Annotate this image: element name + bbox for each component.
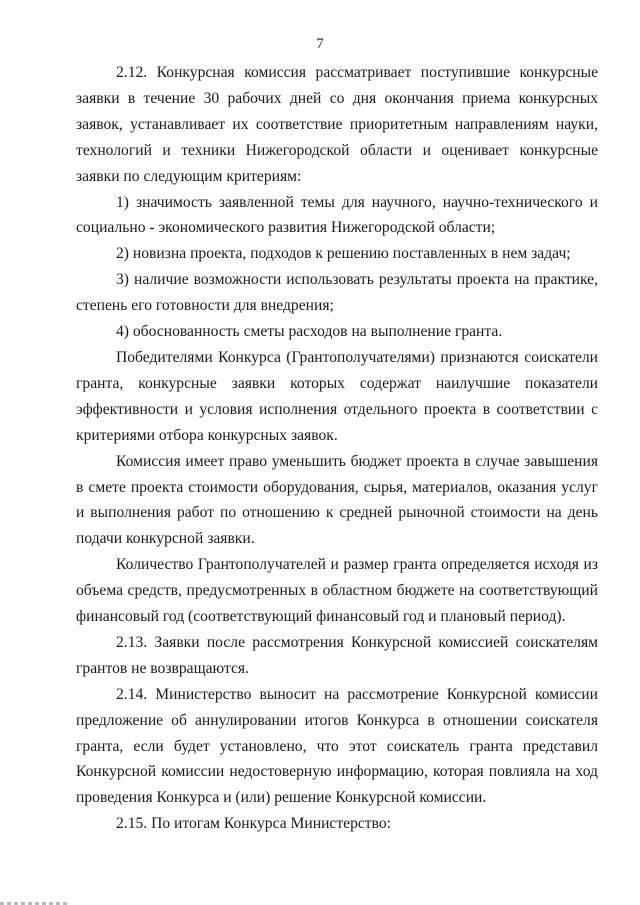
paragraph-commission-budget: Комиссия имеет право уменьшить бюджет проекта в случае завышения в смете проекта стоимости оборудования, сырья, материалов, оказания услуг и выполнения работ по отношению к средней рыночной стоимости на день подачи конкурсной заявки. [76,452,598,548]
paragraph-2-15: 2.15. По итогам Конкурса Министерство: [116,815,391,833]
paragraph-grant-amount: Количество Грантополучателей и размер гранта определяется исходя из объема средств, предусмотренных в областном бюджете на соответствующий финансовый год (соответствующий финансовый год и плановый период). [76,556,598,626]
criterion-4: 4) обоснованность сметы расходов на выполнение гранта. [116,323,503,341]
paragraph-2-12: 2.12. Конкурсная комиссия рассматривает поступившие конкурсные заявки в течение 30 рабочих дней со дня окончания приема конкурсных заявок, устанавливает их соответствие приоритетным направлениям науки, технологий и техники Нижегородской области и оценивает конкурсные заявки по следующим критериям: [76,64,598,185]
paragraph-2-13: 2.13. Заявки после рассмотрения Конкурсной комиссией соискателям грантов не возвращаются. [76,633,598,677]
paragraph-winners: Победителями Конкурса (Грантополучателями) признаются соискатели гранта, конкурсные заявки которых содержат наилучшие показатели эффективности и условия исполнения отдельного проекта в соответствии с критериями отбора конкурсных заявок. [76,348,598,444]
page-number: 7 [316,36,324,52]
paragraph-2-14: 2.14. Министерство выносит на рассмотрение Конкурсной комиссии предложение об аннулировании итогов Конкурса в отношении соискателя гранта, если будет установлено, что этот соискатель гранта представил Конкурсной комиссии недостоверную информацию, которая повлияла на ход проведения Конкурса и (или) решение Конкурсной комиссии. [76,685,598,807]
criterion-1: 1) значимость заявленной темы для научного, научно-технического и социально - экономического развития Нижегородской области; [76,193,598,237]
criterion-3: 3) наличие возможности использовать результаты проекта на практике, степень его готовности для внедрения; [76,271,598,315]
document-body [76,60,598,837]
criterion-2: 2) новизна проекта, подходов к решению поставленных в нем задач; [116,245,571,263]
